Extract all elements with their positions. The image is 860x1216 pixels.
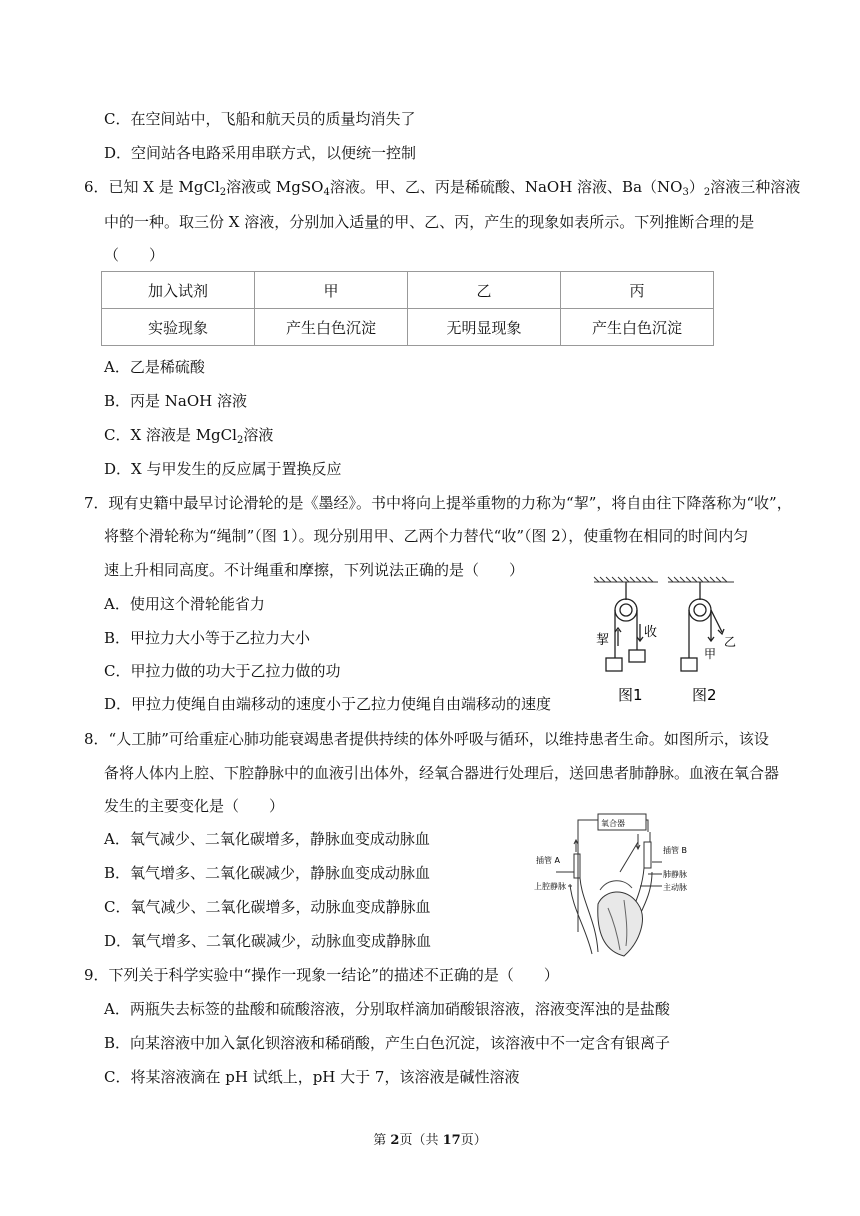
table-cell: 产生白色沉淀 — [561, 309, 714, 346]
q7-stem-line1: 7．现有史籍中最早讨论滑轮的是《墨经》。书中将向上提举重物的力称为“挈”，将自由往下降落称为“收”， — [84, 494, 792, 512]
table-cell: 甲 — [255, 272, 408, 309]
q6-table — [101, 271, 714, 346]
aorta-label: 主动脉 — [663, 883, 687, 892]
q7-option-a: A．使用这个滑轮能省力 — [104, 595, 265, 613]
q8-stem-line1: 8．“人工肺”可给重症心肺功能衰竭患者提供持续的体外呼吸与循环，以维持患者生命。如图所示，该设 — [84, 730, 769, 748]
fig1-caption: 图1 — [618, 686, 643, 704]
label-shou: 收 — [644, 625, 658, 640]
q7-stem-line2: 将整个滑轮称为“绳制”（图 1）。现分别用甲、乙两个力替代“收”（图 2），使重物在相同的时间内匀 — [104, 527, 749, 545]
table-cell: 实验现象 — [102, 309, 255, 346]
label-qie: 挈 — [596, 633, 610, 648]
artificial-lung-figure — [528, 812, 720, 960]
table-row — [102, 272, 714, 309]
q6-option-d: D．X 与甲发生的反应属于置换反应 — [104, 460, 342, 478]
page-number: 2 — [390, 1133, 400, 1148]
table-cell: 乙 — [408, 272, 561, 309]
q5-option-d: D．空间站各电路采用串联方式，以便统一控制 — [104, 144, 417, 162]
q6-stem-line1: 6．已知 X 是 MgCl$_2$溶液或 MgSO$_4$溶液。甲、乙、丙是稀硫酸、NaOH 溶液、$Ba(NO_3)_2$溶液三种溶液 — [84, 178, 801, 198]
pulley-figure — [588, 574, 748, 710]
q6-option-b: B．丙是 NaOH 溶液 — [104, 392, 248, 410]
label-yi: 乙 — [724, 635, 737, 649]
q7-option-b: B．甲拉力大小等于乙拉力大小 — [104, 629, 311, 647]
q7-option-c: C．甲拉力做的功大于乙拉力做的功 — [104, 662, 341, 680]
tube-b-label: 插管 B — [663, 846, 688, 855]
q8-option-a: A．氧气减少、二氧化碳增多，静脉血变成动脉血 — [104, 830, 430, 848]
q6-stem-line2: 中的一种。取三份 X 溶液，分别加入适量的甲、乙、丙，产生的现象如表所示。下列推断合理的是 — [104, 213, 755, 231]
table-cell: 丙 — [561, 272, 714, 309]
page-footer: 第 2页（共 17页） — [373, 1133, 487, 1148]
q8-stem-line2: 备将人体内上腔、下腔静脉中的血液引出体外，经氧合器进行处理后，送回患者肺静脉。血液在氧合器 — [104, 764, 780, 782]
q8-option-c: C．氧气减少、二氧化碳增多，动脉血变成静脉血 — [104, 898, 431, 916]
fig2-caption: 图2 — [692, 686, 717, 704]
q6-option-c: C．X 溶液是 MgCl$_2$溶液 — [104, 426, 274, 446]
table-cell: 无明显现象 — [408, 309, 561, 346]
q6-answer-paren: （ ） — [104, 246, 165, 264]
q9-option-c: C．将某溶液滴在 pH 试纸上，pH 大于 7，该溶液是碱性溶液 — [104, 1068, 520, 1086]
q9-stem-line1: 9．下列关于科学实验中“操作一现象一结论”的描述不正确的是（ ） — [84, 966, 559, 984]
q7-option-d: D．甲拉力使绳自由端移动的速度小于乙拉力使绳自由端移动的速度 — [104, 695, 552, 713]
q9-option-b: B．向某溶液中加入氯化钡溶液和稀硝酸，产生白色沉淀，该溶液中不一定含有银离子 — [104, 1034, 671, 1052]
q7-stem-line3: 速上升相同高度。不计绳重和摩擦，下列说法正确的是（ ） — [104, 561, 525, 579]
label-jia: 甲 — [704, 647, 717, 661]
tube-a-label: 插管 A — [536, 856, 561, 865]
table-cell: 加入试剂 — [102, 272, 255, 309]
q9-option-a: A．两瓶失去标签的盐酸和硫酸溶液，分别取样滴加硝酸银溶液，溶液变浑浊的是盐酸 — [104, 1000, 670, 1018]
oxygenator-label: 氧合器 — [601, 819, 625, 828]
table-cell: 产生白色沉淀 — [255, 309, 408, 346]
page-total: 17 — [442, 1133, 461, 1148]
vena-cava-label: 上腔静脉 — [534, 882, 566, 891]
q8-option-d: D．氧气增多、二氧化碳减少，动脉血变成静脉血 — [104, 932, 432, 950]
q8-option-b: B．氧气增多、二氧化碳减少，静脉血变成动脉血 — [104, 864, 431, 882]
q5-option-c: C．在空间站中，飞船和航天员的质量均消失了 — [104, 110, 416, 128]
pulmonary-vein-label: 肺静脉 — [663, 870, 687, 879]
q6-option-a: A．乙是稀硫酸 — [104, 358, 205, 376]
q8-stem-line3: 发生的主要变化是（ ） — [104, 797, 285, 815]
table-row — [102, 309, 714, 346]
